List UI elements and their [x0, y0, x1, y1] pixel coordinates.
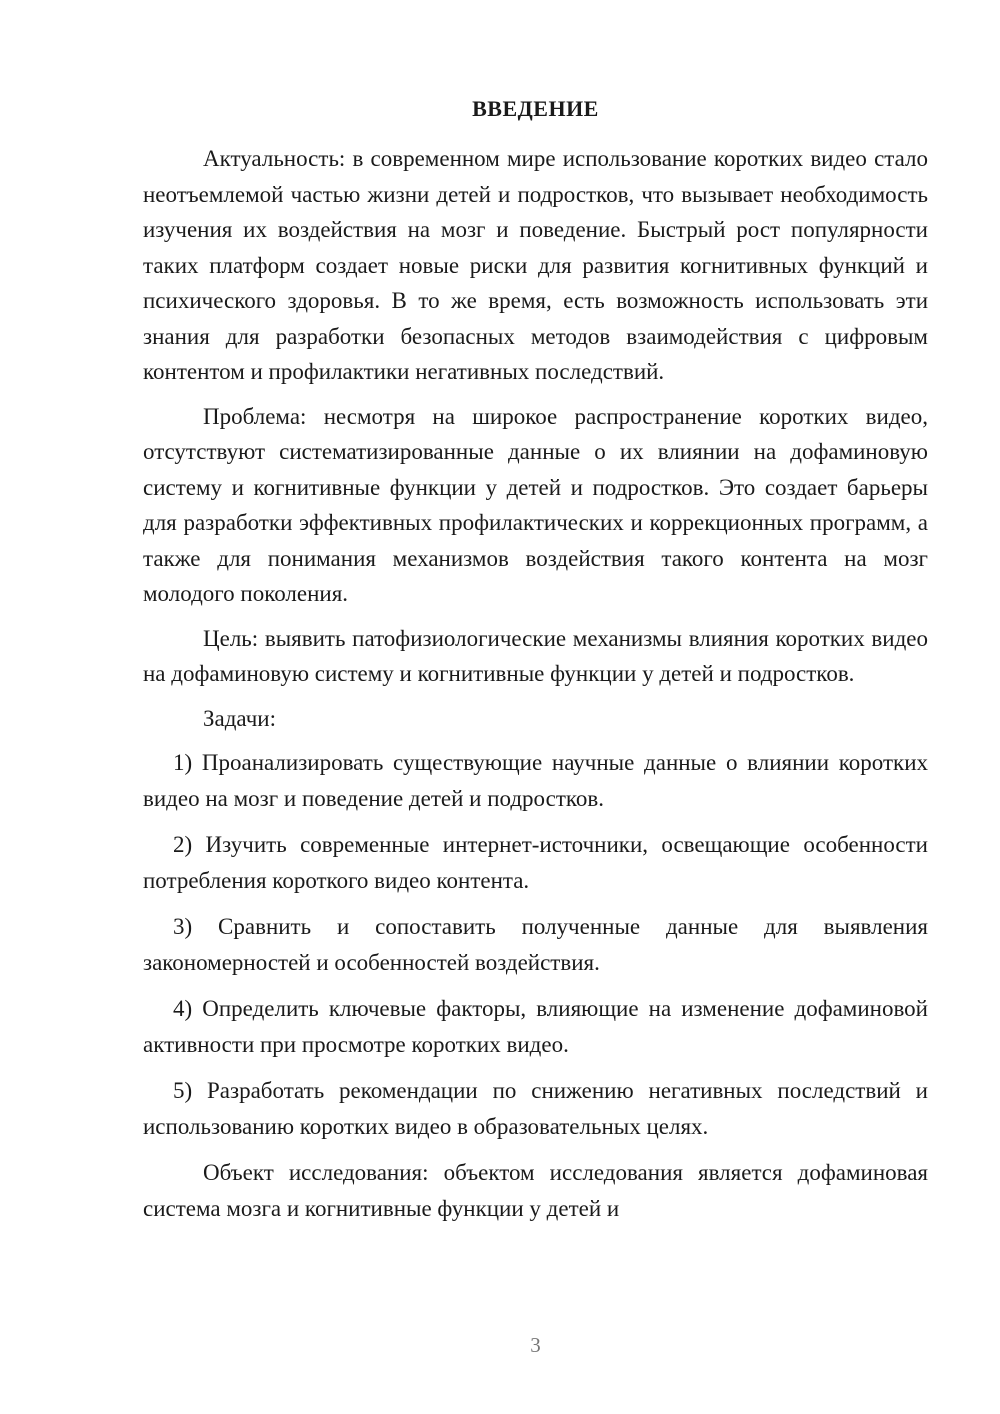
paragraph-problem: Проблема: несмотря на широкое распространение коротких видео, отсутствуют систематизированные данные о их влиянии на дофаминовую систему и когнитивные функции у детей и подростков. Это создает барьеры для разработки эффективных профилактических и коррекционных программ, а также для понимания механизмов воздействия такого контента на мозг молодого поколения.: [143, 403, 928, 606]
paragraph-tasks-label: Задачи:: [203, 705, 276, 731]
task-item-4: 4) Определить ключевые факторы, влияющие на изменение дофаминовой активности при просмотре коротких видео.: [143, 996, 928, 1057]
task-item-5: 5) Разработать рекомендации по снижению негативных последствий и использованию коротких видео в образовательных целях.: [143, 1078, 928, 1139]
page-number: 3: [530, 1333, 541, 1357]
task-item-3: 3) Сравнить и сопоставить полученные данные для выявления закономерностей и особенностей воздействия.: [143, 914, 928, 975]
paragraph-goal: Цель: выявить патофизиологические механизмы влияния коротких видео на дофаминовую систему и когнитивные функции у детей и подростков.: [143, 625, 928, 686]
task-item-2: 2) Изучить современные интернет-источники, освещающие особенности потребления короткого видео контента.: [143, 832, 928, 893]
paragraph-relevance: Актуальность: в современном мире использование коротких видео стало неотъемлемой частью жизни детей и подростков, что вызывает необходимость изучения их воздействия на мозг и поведение. Быстрый рост популярности таких платформ создает новые риски для развития когнитивных функций и психического здоровья. В то же время, есть возможность использовать эти знания для разработки безопасных методов взаимодействия с цифровым контентом и профилактики негативных последствий.: [143, 146, 928, 384]
paragraph-object: Объект исследования: объектом исследования является дофаминовая система мозга и когнитивные функции у детей и: [143, 1160, 928, 1221]
section-heading: ВВЕДЕНИЕ: [472, 96, 599, 121]
document-body: [143, 141, 928, 1226]
task-item-1: 1) Проанализировать существующие научные данные о влиянии коротких видео на мозг и поведение детей и подростков.: [143, 750, 928, 811]
